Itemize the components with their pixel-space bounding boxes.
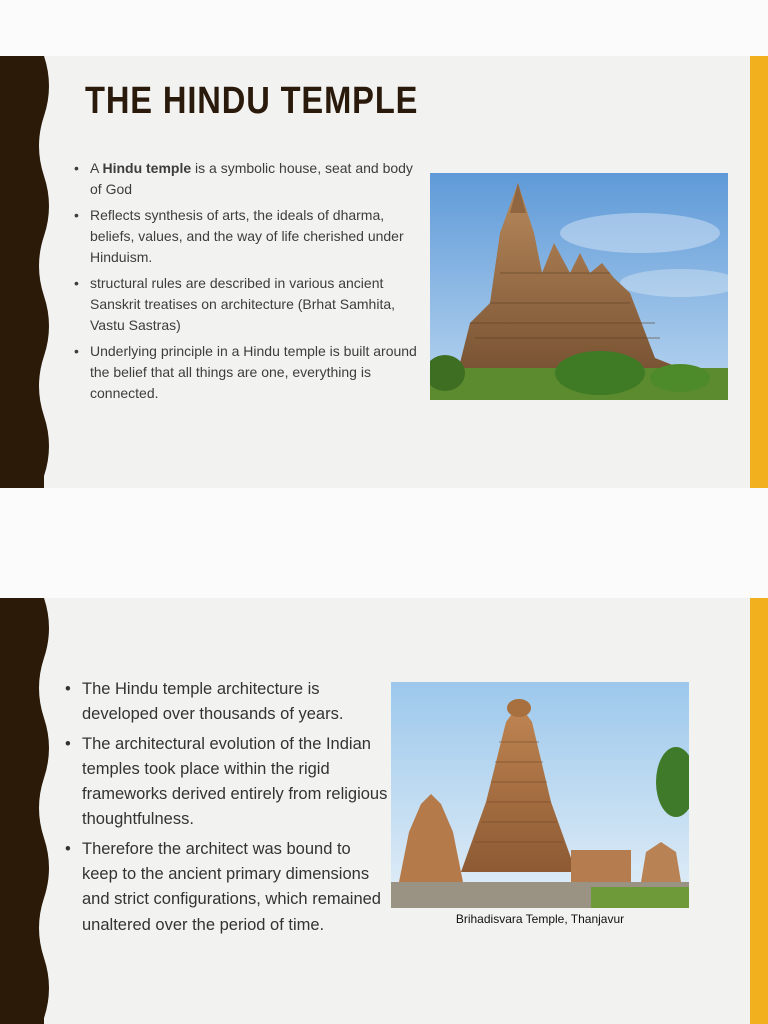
temple-photo-brihadisvara [391, 682, 689, 908]
bullet-item: • Reflects synthesis of arts, the ideals of dharma, beliefs, values, and the way of life cherished under Hinduism. [74, 205, 419, 268]
bullet-item: • A Hindu temple is a symbolic house, seat and body of God [74, 158, 419, 200]
bullet-item: • The Hindu temple architecture is developed over thousands of years. [65, 677, 390, 728]
accent-bar [750, 56, 768, 488]
slide-2 [0, 598, 768, 1024]
bullet-item: • Therefore the architect was bound to keep to the ancient primary dimensions and strict configurations, which remained unaltered over the period of time. [65, 837, 390, 938]
bullet-list [74, 158, 419, 409]
decorative-wave-border [0, 598, 60, 1024]
bullet-list [65, 677, 390, 942]
slide-1 [0, 56, 768, 488]
accent-bar [750, 598, 768, 1024]
bullet-item: • Underlying principle in a Hindu temple is built around the belief that all things are one, everything is connected. [74, 341, 419, 404]
temple-photo-khajuraho [430, 173, 728, 400]
bullet-item: • The architectural evolution of the Indian temples took place within the rigid frameworks derived entirely from religious thoughtfulness. [65, 732, 390, 833]
photo-caption: Brihadisvara Temple, Thanjavur [455, 912, 625, 926]
bold-term: Hindu temple [102, 160, 192, 176]
bullet-item: • structural rules are described in various ancient Sanskrit treatises on architecture (Brhat Samhita, Vastu Sastras) [74, 273, 419, 336]
slide-title: THE HINDU TEMPLE [85, 80, 419, 122]
decorative-wave-border [0, 56, 60, 488]
